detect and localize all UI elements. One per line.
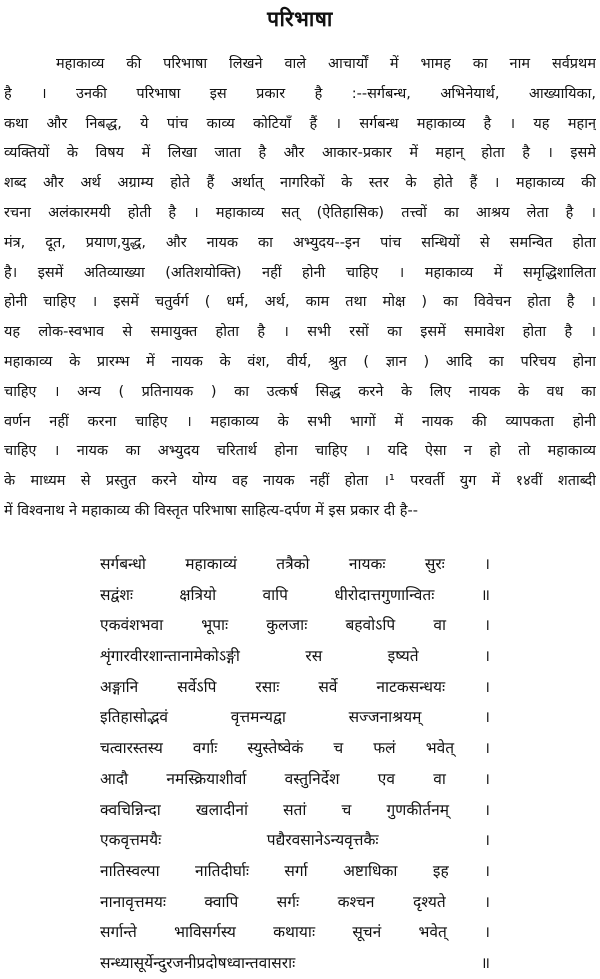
paragraph-line: है। इसमें अतिव्याख्या (अतिशयोक्ति) नहीं होनी चाहिए । महाकाव्य में समृद्धिशालिता [4, 264, 596, 281]
paragraph-line: रचना अलंकारमयी होती है । महाकाव्य सत् (ऐतिहासिक) तत्त्वों का आश्रय लेता है । [4, 204, 596, 221]
paragraph-line: कथा और निबद्ध, ये पांच काव्य कोटियाँ हैं । सर्गबन्ध महाकाव्य है । यह महान् [4, 115, 596, 132]
paragraph-line: चाहिए । नायक का अभ्युदय चरितार्थ होना चाहिए । यदि ऐसा न हो तो महाकाव्य [4, 443, 596, 460]
verse-line: सर्गबन्धो महाकाव्यं तत्रैको नायकः सुरः । [100, 555, 490, 573]
sanskrit-verse-block [100, 549, 490, 979]
verse-line: नानावृत्तमयः क्वापि सर्गः कश्चन दृश्यते । [100, 892, 490, 911]
paragraph-line: महाकाव्य के प्रारम्भ में नायक के वंश, वीर्य, श्रुत ( ज्ञान ) आदि का परिचय होना [4, 353, 596, 370]
paragraph-line: वर्णन नहीं करना चाहिए । महाकाव्य के सभी भागों में नायक की व्यापकता होनी [4, 413, 596, 430]
paragraph-line: व्यक्तियों के विषय में लिखा जाता है और आकार-प्रकार में महान् होता है । इसमे [4, 145, 596, 162]
page-title: परिभाषा [267, 7, 333, 31]
verse-line: क्वचिन्निन्दा खलादीनां सतां च गुणकीर्तनम् । [100, 800, 490, 819]
verse-line: एकवंशभवा भूपाः कुलजाः बहवोऽपि वा । [100, 616, 490, 635]
paragraph-line: के माध्यम से प्रस्तुत करने योग्य वह नायक नहीं होता ।¹ परवर्ती युग में १४वीं शताब्दी [4, 473, 596, 490]
paragraph-line: महाकाव्य की परिभाषा लिखने वाले आचार्यों में भामह का नाम सर्वप्रथम [56, 56, 596, 72]
verse-line: सर्गान्ते भाविसर्गस्य कथायाः सूचनं भवेत् । [100, 923, 490, 942]
paragraph-line: में विश्वनाथ ने महाकाव्य की विस्तृत परिभाषा साहित्य-दर्पण में इस प्रकार दी है-- [4, 502, 418, 519]
verse-line: शृंगारवीरशान्तानामेकोऽङ्गी रस इष्यते । [100, 647, 490, 666]
verse-line: सद्वंशः क्षत्रियो वापि धीरोदात्तगुणान्वितः ॥ [100, 585, 490, 604]
paragraph-line: चाहिए । अन्य ( प्रतिनायक ) का उत्कर्ष सिद्ध करने के लिए नायक के वध का [4, 383, 596, 400]
verse-line: अङ्गानि सर्वेऽपि रसाः सर्वे नाटकसन्धयः । [100, 677, 490, 696]
verse-line: नातिस्वल्पा नातिदीर्घाः सर्गा अष्टाधिका इह । [100, 861, 490, 880]
verse-line: चत्वारस्तस्य वर्गाः स्युस्तेष्वेकं च फलं भवेत् । [100, 739, 490, 758]
paragraph-line: मंत्र, दूत, प्रयाण,युद्ध, और नायक का अभ्युदय--इन पांच सन्धियों से समन्वित होता [4, 234, 596, 251]
paragraph-line: शब्द और अर्थ अग्राम्य होते हैं अर्थात् नागरिकों के स्तर के होते हैं । महाकाव्य की [4, 175, 596, 192]
paragraph-line: है । उनकी परिभाषा इस प्रकार है :--सर्गबन्ध, अभिनेयार्थ, आख्यायिका, [4, 85, 596, 102]
definition-paragraph [4, 50, 596, 527]
verse-line: इतिहासोद्भवं वृत्तमन्यद्वा सज्जनाश्रयम् । [100, 708, 490, 727]
paragraph-line: यह लोक-स्वभाव से समायुक्त होता है । सभी रसों का इसमें समावेश होता है । [4, 324, 596, 341]
paragraph-line: होनी चाहिए । इसमें चतुर्वर्ग ( धर्म, अर्थ, काम तथा मोक्ष ) का विवेचन होता है । [4, 294, 596, 311]
verse-line: सन्ध्यासूर्येन्दुरजनीप्रदोषध्वान्तवासराः ॥ [100, 953, 490, 972]
verse-line: आदौ नमस्क्रियाशीर्वा वस्तुनिर्देश एव वा । [100, 769, 490, 788]
verse-line: एकवृत्तमयैः पद्यैरवसानेऽन्यवृत्तकैः । [100, 831, 490, 850]
